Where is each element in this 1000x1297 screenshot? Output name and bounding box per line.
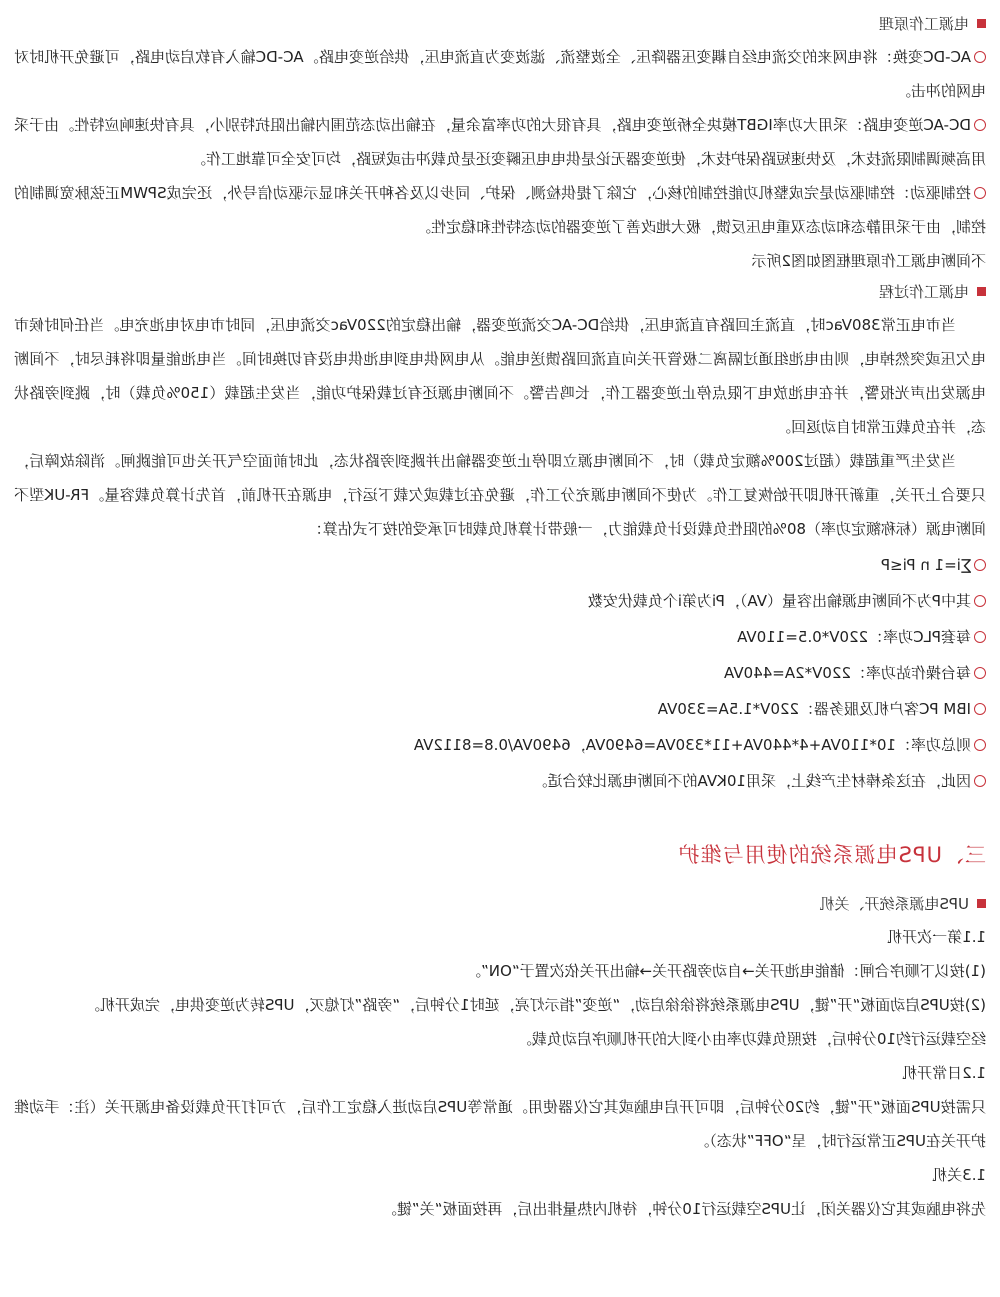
paragraph-daily-power-on-title: 1.2日常开机 [902,1064,986,1082]
subheading-text: 电源工作过程 [878,283,969,301]
paragraph-daily-power-on: 只需按UPS面板“开”键，约20分钟后，即可开启电脑或其它仪器使用。通常等UPS启动进入稳定工作后，方可打开负载设备电源开关（注：手动维护开关在UPS正常运行时，呈“OFF”状态）。 [14,1098,986,1150]
list-item: 则总功率：10*110VA+4*440VA+11*330VA=6490VA，6490VA/0.8=8112VA [14,728,986,762]
paragraph-control-drive: 控制驱动：控制驱动是完成整机功能控制的核心，它除了提供检测、保护、同步以及各种开关和显示驱动信号外，还完成SPWM正弦脉宽调制的控制，由于采用静态和动态双重电压反馈，极大地改善了逆变器的动态特性和稳定性。 [14,184,986,236]
subheading-working-principle [14,10,986,40]
circle-bullet-icon [974,119,986,131]
list-item: 因此，在这条棒材生产线上，采用10KVA的不间断电源比较合适。 [14,764,986,798]
paragraph-overload: 当发生严重超载（超过200%额定负载）时，不间断电源立即停止逆变器输出并跳到旁路状态，此时前面空气开关也可能跳闸。消除故障后，只要合上开关，重新开机即开始恢复工作。为使不间断电源充分工作，避免在过载或欠载下运行，电源在开机前，首先计算负载容量。FR-UK型不间断电源（标称额定功率）80%的阻性负载设计负载能力，一般带计算机负载时可承受的按下式估算： [14,452,986,538]
paragraph-normal-mains: 当市电正常380Vac时，直流主回路有直流电压，供给DC-AC交流逆变器，输出稳定的220Vac交流电压，同时市电对电池充电。当任何时候市电欠压或突然掉电，则由电池组通过隔离二极管开关向直流回路馈送电能。从电网供电到电池供电没有切换时间。当电池能量即将耗尽时，不间断电源发出声光报警，并在电池放电下限点停止逆变器工作，长鸣告警。不间断电源还有过载保护功能，当发生超载（150%负载）时，跳到旁路状态，并在负载正常时自动返回。 [14,316,986,436]
paragraph-load-startup: 经空载运行约10分钟后，按照负载功率由小到大的开机顺序启动负载。 [516,1030,986,1048]
circle-bullet-icon [974,51,986,63]
square-bullet-icon [977,899,986,908]
list-item: IBM PC客户机及服务器：220V*1.5A=330VA [14,692,986,726]
circle-bullet-icon [974,667,986,679]
subheading-working-process [14,278,986,308]
paragraph-shutdown: 先将电脑或其它仪器关闭，让UPS空载运行10分钟，待机内热量排出后，再按面板“关”键。 [381,1200,986,1218]
formula-item: ∑i=1 n Pi≤P [14,548,986,582]
list-item: 每套PLC功率：220V*0.5=110VA [14,620,986,654]
square-bullet-icon [977,19,986,28]
circle-bullet-icon [974,559,986,571]
paragraph-first-power-on-title: 1.1第一次开机 [887,928,986,946]
paragraph-ac-dc: AC-DC变换：将电网来的交流电经自耦变压器降压、全波整流、滤波变为直流电压，供给逆变电路。AC-DC输入有软启动电路，可避免开机时对电网的冲击。 [14,48,986,100]
paragraph-dc-ac: DC-AC逆变电路：采用大功率IGBT模块全桥逆变电路，具有很大的功率富余量，在输出动态范围内输出阻抗特别小，具有快速响应特性。由于采用高频调制限流技术，及快速短路保护技术，使逆变器无论是供电电压瞬变还是负载冲击或短路，均可安全可靠地工作。 [14,116,986,168]
circle-bullet-icon [974,631,986,643]
spacer [14,800,986,824]
paragraph-figure-ref: 不间断电源工作原理框图如图2所示 [751,252,986,270]
circle-bullet-icon [974,187,986,199]
paragraph-step-1: (1)按以下顺序合闸：储能电池开关→自动旁路开关→输出开关依次置于“ON”。 [466,962,986,980]
circle-bullet-icon [974,595,986,607]
circle-bullet-icon [974,775,986,787]
list-item: 每台操作站功率：220V*2A=440VA [14,656,986,690]
square-bullet-icon [977,287,986,296]
list-item: 其中P为不间断电源输出容量（VA），Pi为第i个负载伏安数 [14,584,986,618]
subheading-power-on-off [14,890,986,920]
subheading-text: 电源工作原理 [878,15,969,33]
paragraph-shutdown-title: 1.3关机 [932,1166,986,1184]
subheading-text: UPS电源系统开、关机 [819,895,969,913]
circle-bullet-icon [974,703,986,715]
chapter-title: 三、UPS电源系统的使用与维护 [677,843,986,867]
circle-bullet-icon [974,739,986,751]
paragraph-step-2: (2)按UPS启动面板“开”键，UPS电源系统将徐徐启动，“逆变”指示灯亮，延时1分钟后，“旁路”灯熄灭，UPS转为逆变供电，完成开机。 [84,996,986,1014]
